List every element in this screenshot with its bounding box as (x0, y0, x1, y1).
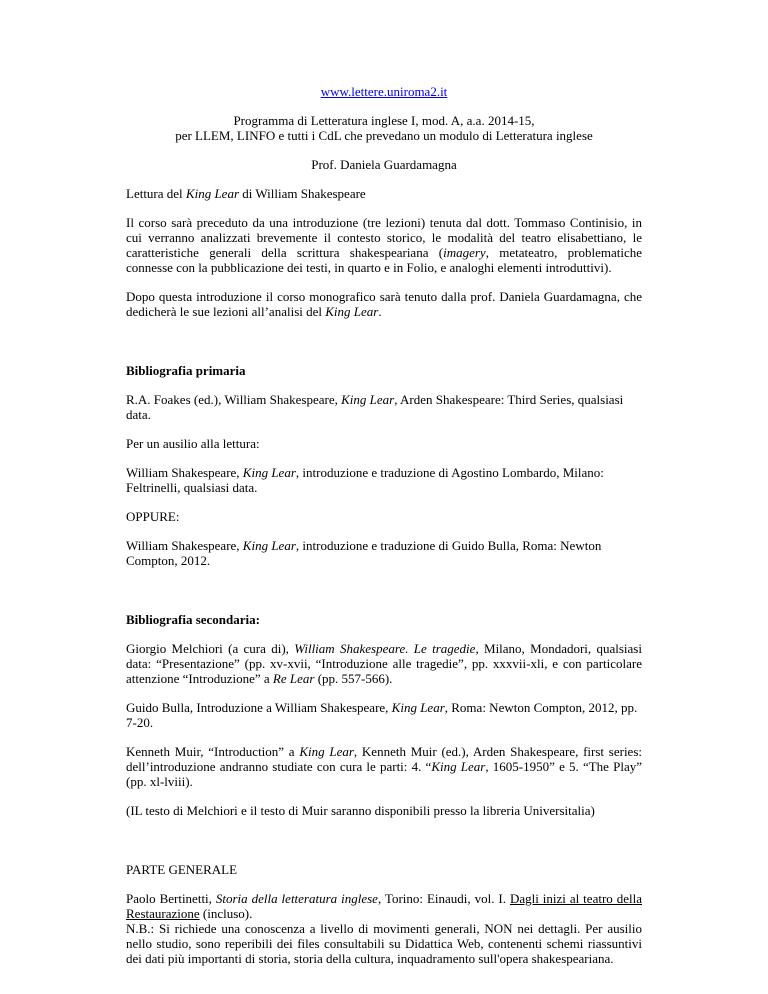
bertinetti-text-c: (incluso). (199, 906, 253, 921)
intro-p1-imagery: imagery (443, 245, 486, 260)
reading-work-title: King Lear (185, 186, 240, 201)
reading-prefix: Lettura del (126, 186, 186, 201)
lombardo-text-b: , introduzione e traduzione di Agostino Lombardo, Milano: Feltrinelli, qualsiasi data. (126, 465, 604, 495)
melchiori-text-a: Giorgio Melchiori (a cura di), (126, 641, 295, 656)
intro-p1-text-b: , metateatro, problematiche connesse con la pubblicazione dei testi, in quarto e in Folio, e analoghi elementi introduttivi). (126, 245, 643, 275)
general-part-heading: PARTE GENERALE (126, 862, 238, 877)
muir-text-c: , 1605-1950” e 5. “The Play” (pp. xl-lviii). (126, 759, 643, 789)
intro-p2-text-a: Dopo questa introduzione il corso monografico sarà tenuto dalla prof. Daniela Guardamagna, che dedicherà le sue lezioni all’analisi del (126, 289, 642, 319)
intro-paragraph-1 (126, 215, 642, 275)
foakes-work: King Lear (341, 392, 395, 407)
bertinetti-underlined-section: Dagli inizi al teatro della Restaurazione (126, 891, 642, 921)
foakes-text-b: , Arden Shakespeare: Third Series, qualsiasi data. (126, 392, 624, 422)
reading-aid-label: Per un ausilio alla lettura: (126, 436, 260, 451)
bulla2-text-b: , Roma: Newton Compton, 2012, pp. 7-20. (126, 700, 638, 730)
bulla2-work: King Lear (391, 700, 445, 715)
bertinetti-text-b: , Torino: Einaudi, vol. I. (377, 891, 510, 906)
melchiori-text-b: , Milano, Mondadori, qualsiasi data: “Presentazione” (pp. xv-xvii, “Introduzione alle tragedie”, pp. xxxvii-xli, e con particolare attenzione “Introduzione” a (126, 641, 642, 686)
secondary-bibliography-heading: Bibliografia secondaria: (126, 612, 260, 627)
bulla-text-a: William Shakespeare, (126, 538, 243, 553)
bertinetti-work: Storia della letteratura inglese (215, 891, 378, 906)
intro-p2-work: King Lear (325, 304, 379, 319)
foakes-text-a: R.A. Foakes (ed.), William Shakespeare, (126, 392, 342, 407)
intro-p2-text-b: . (378, 304, 382, 319)
muir-work-2: King Lear (431, 759, 486, 774)
program-title-line-2: per LLEM, LINFO e tutti i CdL che prevedano un modulo di Letteratura inglese (175, 128, 593, 143)
secondary-bulla-entry (126, 700, 642, 730)
university-link[interactable]: www.lettere.uniroma2.it (320, 84, 448, 99)
lombardo-work: King Lear (242, 465, 296, 480)
intro-p1-text-a: Il corso sarà preceduto da una introduzione (tre lezioni) tenuta dal dott. Tommaso Continisio, in cui verranno analizzati brevemente il contesto storico, le modalità del teatro elisabettiano, le caratteristiche generali della scrittura shakespeariana ( (126, 215, 642, 260)
reading-line (126, 186, 642, 201)
primary-lombardo-entry (126, 465, 642, 495)
secondary-melchiori-entry (126, 641, 642, 686)
secondary-muir-entry (126, 744, 642, 789)
availability-note: (IL testo di Melchiori e il testo di Muir saranno disponibili presso la libreria Universitalia) (126, 803, 595, 818)
muir-work: King Lear (299, 744, 354, 759)
oppure-label: OPPURE: (126, 509, 180, 524)
program-title-line-1: Programma di Letteratura inglese I, mod. A, a.a. 2014-15, (233, 113, 535, 128)
intro-paragraph-2 (126, 289, 642, 319)
muir-text-b: , Kenneth Muir (ed.), Arden Shakespeare, first series: dell’introduzione andranno studiate con cura le parti: 4. “ (126, 744, 643, 774)
melchiori-text-c: (pp. 557-566). (314, 671, 393, 686)
professor-name: Prof. Daniela Guardamagna (311, 157, 457, 172)
primary-bibliography-heading: Bibliografia primaria (126, 363, 246, 378)
primary-bulla-entry (126, 538, 642, 568)
document-page (126, 84, 642, 966)
general-bertinetti-entry (126, 891, 642, 921)
bulla2-text-a: Guido Bulla, Introduzione a William Shakespeare, (126, 700, 392, 715)
bulla-work: King Lear (242, 538, 296, 553)
melchiori-work-2: Re Lear (272, 671, 315, 686)
melchiori-work: William Shakespeare. Le tragedie (294, 641, 476, 656)
reading-suffix: di William Shakespeare (239, 186, 366, 201)
header-url-line (126, 84, 642, 99)
lombardo-text-a: William Shakespeare, (126, 465, 243, 480)
bertinetti-text-a: Paolo Bertinetti, (126, 891, 216, 906)
bulla-text-b: , introduzione e traduzione di Guido Bulla, Roma: Newton Compton, 2012. (126, 538, 602, 568)
primary-foakes-entry (126, 392, 642, 422)
muir-text-a: Kenneth Muir, “Introduction” a (126, 744, 300, 759)
nb-note: N.B.: Si richiede una conoscenza a livello di movimenti generali, NON nei dettagli. Per ausilio nello studio, sono reperibili dei files consultabili su Didattica Web, contenenti schemi riassuntivi dei dati più importanti di storia, storia della cultura, inquadramento sull'opera shakespeariana. (126, 921, 642, 966)
